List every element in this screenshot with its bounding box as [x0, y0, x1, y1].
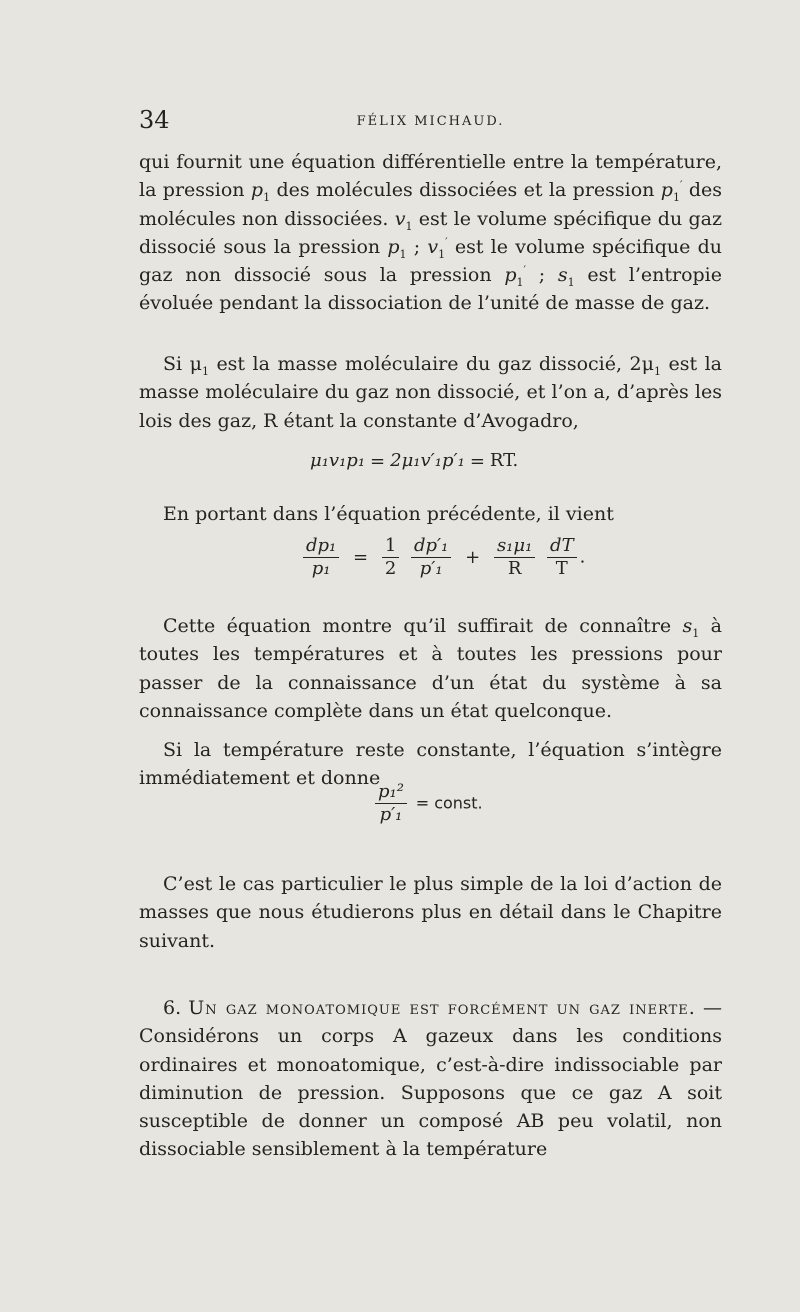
fraction: $\frac{dT}{T}$ — [547, 536, 577, 579]
paragraph-4: Cette équation montre qu’il suffirait de connaître $s_1$ à toutes les températures et à toutes les pressions pour passer de la connaissance d’un état du système à sa connaissance complète dans un état quelconque. — [139, 615, 722, 722]
equation-differential: $\frac{\text{dp₁}}{\text{p₁}}$ = $\frac{1}{2}$ $\frac{\text{dp′₁}}{\text{p′₁}}$ + $\frac{\text{s₁μ₁}}{R}$ $\frac{dT}{T}$ . — [300, 536, 585, 579]
equation-gas-law: μ₁v₁p₁ = 2μ₁v′₁p′₁ = RT. — [310, 450, 519, 472]
fraction: $\frac{\text{s₁μ₁}}{R}$ — [494, 536, 535, 579]
page-number: 34 — [139, 106, 170, 134]
fraction: $\frac{\text{dp′₁}}{\text{p′₁}}$ — [411, 536, 451, 579]
section-number: 6. — [163, 997, 182, 1019]
section-6-paragraph: 6. Un gaz monoatomique est forcément un gaz inerte. — Considérons un corps A gazeux dans les conditions ordinaires et monoatomique, c’est-à-dire indissociable par diminution de pression. Supposons que ce gaz A soit susceptible de donner un composé AB peu volatil, non dissociable sensiblement à la température — [139, 997, 722, 1161]
paragraph-3: En portant dans l’équation précédente, il vient — [163, 503, 614, 525]
paragraph-6: C’est le cas particulier le plus simple de la loi d’action de masses que nous étudierons plus en détail dans le Chapitre suivant. — [139, 873, 722, 952]
paragraph-1: qui fournit une équation différentielle entre la température, la pression $p_1$ des molécules dissociées et la pression $p_1'$ des molécules non dissociées. $v_1$ est le volume spécifique du gaz dissocié sous la pression $p_1$ ; $v_1'$ est le volume spécifique du gaz non dissocié sous la pression $p_1'$ ; $s_1$ est l’entropie évoluée pendant la dissociation de l’unité de masse de gaz. — [139, 151, 723, 315]
fraction: $\frac{\text{p₁²}}{\text{p′₁}}$ — [375, 782, 407, 825]
paragraph-2: Si $\mu_1$ est la masse moléculaire du gaz dissocié, $2\mu_1$ est la masse moléculaire du gaz non dissocié, et l’on a, d’après les lois des gaz, R étant la constante d’Avogadro, — [139, 353, 722, 432]
fraction: $\frac{\text{dp₁}}{\text{p₁}}$ — [303, 536, 339, 579]
page-header — [139, 106, 722, 136]
paragraph-5: Si la température reste constante, l’équation s’intègre immédiatement et donne — [139, 739, 722, 790]
section-title: Un gaz monoatomique est forcément un gaz inerte. — [188, 997, 696, 1019]
fraction: $\frac{1}{2}$ — [382, 536, 399, 579]
running-head: FÉLIX MICHAUD. — [356, 114, 505, 129]
equation-constant: $\frac{\text{p₁²}}{\text{p′₁}}$ = const. — [372, 782, 483, 825]
